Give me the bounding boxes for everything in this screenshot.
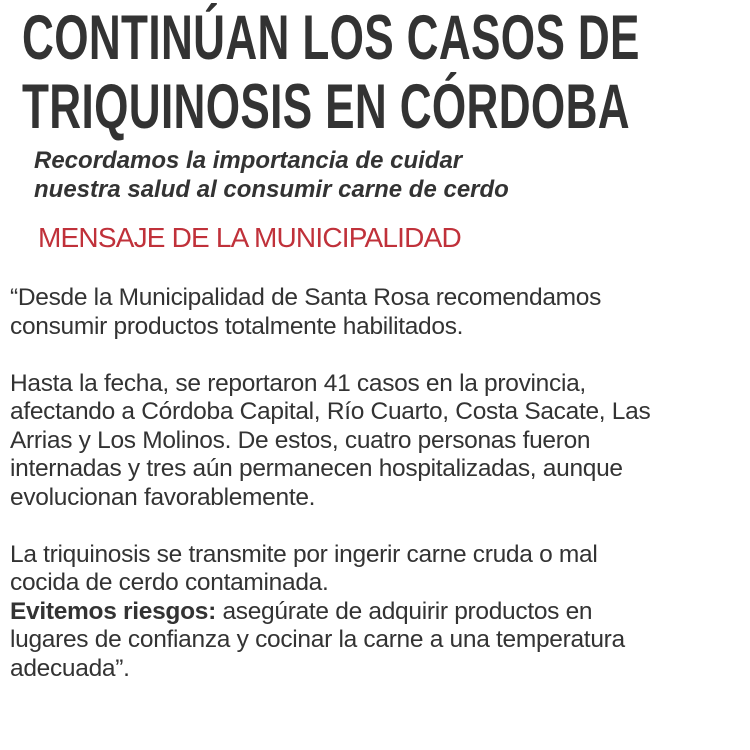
paragraph-4-line-3: adecuada”. <box>10 654 130 682</box>
paragraph-3-line-1: La triquinosis se transmite por ingerir carne cruda o mal <box>10 540 598 568</box>
headline-line-1: CONTINÚAN LOS CASOS DE <box>22 3 640 73</box>
subtitle-line-1: Recordamos la importancia de cuidar <box>34 147 463 174</box>
paragraph-2-line-1: Hasta la fecha, se reportaron 41 casos en la provincia, <box>10 369 586 397</box>
headline-line-2: TRIQUINOSIS EN CÓRDOBA <box>22 72 630 142</box>
paragraph-4-line-1-rest: asegúrate de adquirir productos en <box>215 597 593 625</box>
paragraph-3-line-2: cocida de cerdo contaminada. <box>10 569 329 596</box>
paragraph-2-line-2: afectando a Córdoba Capital, Río Cuarto, Costa Sacate, Las <box>10 398 651 425</box>
paragraph-gap <box>10 341 750 370</box>
paragraph-1-line-1: “Desde la Municipalidad de Santa Rosa recomendamos <box>10 284 602 311</box>
subtitle-line-2: nuestra salud al consumir carne de cerdo <box>34 176 509 203</box>
article-body <box>10 284 750 683</box>
bold-lead: Evitemos riesgos: <box>10 597 216 625</box>
paragraph-4-line-1 <box>10 598 750 627</box>
paragraph-gap <box>10 512 750 541</box>
paragraph-2-line-4: internadas y tres aún permanecen hospitalizadas, aunque <box>10 455 623 482</box>
paragraph-1-line-2: consumir productos totalmente habilitados. <box>10 312 464 340</box>
paragraph-2-line-3: Arrias y Los Molinos. De estos, cuatro personas fueron <box>10 426 591 454</box>
subtitle <box>34 146 509 204</box>
paragraph-4-line-2: lugares de confianza y cocinar la carne a una temperatura <box>10 626 625 653</box>
headline <box>22 4 722 142</box>
section-title: MENSAJE DE LA MUNICIPALIDAD <box>38 222 461 253</box>
paragraph-2-line-5: evolucionan favorablemente. <box>10 483 316 511</box>
